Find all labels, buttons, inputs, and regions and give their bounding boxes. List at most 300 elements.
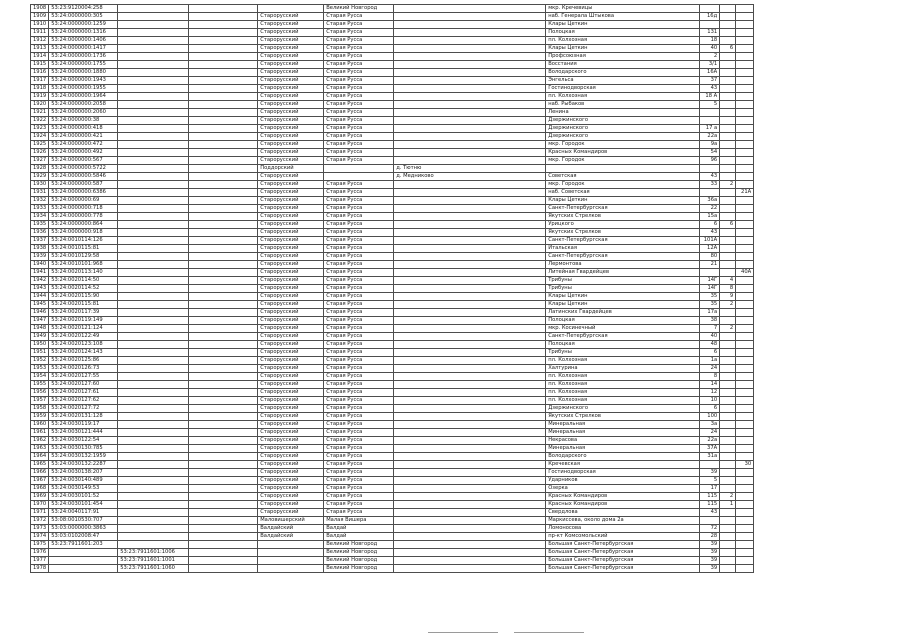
village	[394, 29, 546, 37]
city: Старая Русса	[324, 429, 394, 437]
building-number	[720, 37, 736, 45]
empty-cell	[189, 493, 258, 501]
building-number	[720, 117, 736, 125]
village	[394, 557, 546, 565]
city	[324, 173, 394, 181]
village	[394, 309, 546, 317]
row-number: 1974	[31, 533, 49, 541]
street: Литейная Гвардейцев	[546, 269, 700, 277]
district: Старорусский	[258, 21, 324, 29]
table-row	[31, 117, 754, 125]
house-number: 7	[700, 325, 720, 333]
building-number	[720, 453, 736, 461]
table-row	[31, 21, 754, 29]
village	[394, 293, 546, 301]
city: Старая Русса	[324, 357, 394, 365]
district: Старорусский	[258, 213, 324, 221]
street: пр-кт Комсомольский	[546, 533, 700, 541]
cadastral-number-alt	[118, 269, 189, 277]
district	[258, 565, 324, 573]
building-number	[720, 101, 736, 109]
house-number: 16А	[700, 69, 720, 77]
row-number: 1924	[31, 133, 49, 141]
extra-number	[736, 21, 754, 29]
house-number: 40	[700, 45, 720, 53]
building-number	[720, 565, 736, 573]
table-row	[31, 301, 754, 309]
building-number	[720, 133, 736, 141]
street: пл. Колхозная	[546, 397, 700, 405]
street: наб. Генерала Штыкова	[546, 13, 700, 21]
row-number: 1921	[31, 109, 49, 117]
row-number: 1916	[31, 69, 49, 77]
city: Старая Русса	[324, 277, 394, 285]
district: Старорусский	[258, 69, 324, 77]
table-row	[31, 333, 754, 341]
cadastral-number-alt	[118, 109, 189, 117]
row-number: 1937	[31, 237, 49, 245]
street: Минеральная	[546, 429, 700, 437]
village	[394, 53, 546, 61]
row-number: 1917	[31, 77, 49, 85]
house-number: 6	[700, 349, 720, 357]
cadastral-number-alt	[118, 5, 189, 13]
empty-cell	[189, 517, 258, 525]
extra-number	[736, 405, 754, 413]
row-number: 1976	[31, 549, 49, 557]
building-number: 6	[720, 221, 736, 229]
street: мкр. Городок	[546, 141, 700, 149]
building-number	[720, 525, 736, 533]
building-number	[720, 77, 736, 85]
street: Володарского	[546, 453, 700, 461]
empty-cell	[189, 549, 258, 557]
extra-number	[736, 29, 754, 37]
cadastral-number: 53:24:0030121:444	[49, 429, 118, 437]
house-number: 6	[700, 405, 720, 413]
table-row	[31, 357, 754, 365]
cadastral-number: 53:24:0000000:864	[49, 221, 118, 229]
empty-cell	[189, 485, 258, 493]
cadastral-number: 53:24:0030119:17	[49, 421, 118, 429]
district: Старорусский	[258, 341, 324, 349]
cadastral-number: 53:24:0020127:61	[49, 389, 118, 397]
district: Старорусский	[258, 389, 324, 397]
extra-number	[736, 53, 754, 61]
cadastral-number-alt	[118, 117, 189, 125]
building-number	[720, 21, 736, 29]
building-number	[720, 213, 736, 221]
building-number	[720, 245, 736, 253]
city: Старая Русса	[324, 133, 394, 141]
row-number: 1920	[31, 101, 49, 109]
empty-cell	[189, 477, 258, 485]
empty-cell	[189, 157, 258, 165]
district: Старорусский	[258, 109, 324, 117]
extra-number	[736, 237, 754, 245]
cadastral-number: 53:24:0030138:207	[49, 469, 118, 477]
table-row	[31, 253, 754, 261]
street: Клары Цеткин	[546, 45, 700, 53]
row-number: 1942	[31, 277, 49, 285]
city: Старая Русса	[324, 453, 394, 461]
cadastral-number-alt	[118, 29, 189, 37]
building-number	[720, 333, 736, 341]
table-row	[31, 61, 754, 69]
street: Некрасова	[546, 437, 700, 445]
cadastral-number: 53:24:0020125:86	[49, 357, 118, 365]
table-row	[31, 437, 754, 445]
district: Старорусский	[258, 101, 324, 109]
extra-number	[736, 197, 754, 205]
district: Старорусский	[258, 285, 324, 293]
street: Озерка	[546, 485, 700, 493]
city: Старая Русса	[324, 53, 394, 61]
city: Старая Русса	[324, 197, 394, 205]
village	[394, 85, 546, 93]
empty-cell	[189, 245, 258, 253]
row-number: 1930	[31, 181, 49, 189]
spreadsheet-page	[30, 4, 754, 573]
table-row	[31, 213, 754, 221]
cadastral-number-alt	[118, 365, 189, 373]
building-number	[720, 149, 736, 157]
district: Старорусский	[258, 181, 324, 189]
district: Старорусский	[258, 253, 324, 261]
district: Старорусский	[258, 205, 324, 213]
extra-number	[736, 373, 754, 381]
house-number: 37	[700, 77, 720, 85]
city: Старая Русса	[324, 293, 394, 301]
table-row	[31, 165, 754, 173]
table-row	[31, 221, 754, 229]
empty-cell	[189, 93, 258, 101]
page-edge-mark	[514, 632, 584, 633]
table-row	[31, 405, 754, 413]
cadastral-number-alt	[118, 445, 189, 453]
table-row	[31, 381, 754, 389]
row-number: 1935	[31, 221, 49, 229]
empty-cell	[189, 325, 258, 333]
row-number: 1939	[31, 253, 49, 261]
row-number: 1936	[31, 229, 49, 237]
house-number: 14Г	[700, 277, 720, 285]
district	[258, 549, 324, 557]
empty-cell	[189, 237, 258, 245]
cadastral-number-alt	[118, 381, 189, 389]
cadastral-number-alt	[118, 469, 189, 477]
cadastral-number-alt	[118, 541, 189, 549]
row-number: 1954	[31, 373, 49, 381]
city: Старая Русса	[324, 205, 394, 213]
house-number: 18 А	[700, 93, 720, 101]
district: Старорусский	[258, 405, 324, 413]
table-row	[31, 245, 754, 253]
city: Старая Русса	[324, 269, 394, 277]
district: Старорусский	[258, 453, 324, 461]
cadastral-number-alt	[118, 13, 189, 21]
city: Старая Русса	[324, 21, 394, 29]
village	[394, 341, 546, 349]
building-number	[720, 533, 736, 541]
building-number	[720, 429, 736, 437]
cadastral-number-alt	[118, 421, 189, 429]
village	[394, 461, 546, 469]
street: мкр. Городок	[546, 181, 700, 189]
row-number: 1971	[31, 509, 49, 517]
building-number	[720, 517, 736, 525]
row-number: 1919	[31, 93, 49, 101]
city: Великий Новгород	[324, 549, 394, 557]
city: Старая Русса	[324, 37, 394, 45]
empty-cell	[189, 421, 258, 429]
house-number: 39	[700, 469, 720, 477]
cadastral-number: 53:24:0000000:567	[49, 157, 118, 165]
building-number	[720, 173, 736, 181]
street: Санкт-Петербургская	[546, 205, 700, 213]
city: Старая Русса	[324, 45, 394, 53]
extra-number	[736, 309, 754, 317]
row-number: 1929	[31, 173, 49, 181]
building-number: 1	[720, 501, 736, 509]
cadastral-number: 53:24:0000000:38	[49, 117, 118, 125]
cadastral-number-alt	[118, 429, 189, 437]
row-number: 1966	[31, 469, 49, 477]
empty-cell	[189, 133, 258, 141]
building-number	[720, 229, 736, 237]
city: Старая Русса	[324, 229, 394, 237]
street: Санкт-Петербургская	[546, 333, 700, 341]
empty-cell	[189, 189, 258, 197]
cadastral-number: 53:24:0000000:305	[49, 13, 118, 21]
cadastral-number: 53:24:0000000:1943	[49, 77, 118, 85]
extra-number	[736, 117, 754, 125]
cadastral-number-alt	[118, 341, 189, 349]
cadastral-number-alt	[118, 85, 189, 93]
village	[394, 405, 546, 413]
row-number: 1941	[31, 269, 49, 277]
village	[394, 125, 546, 133]
street: Трибуны	[546, 349, 700, 357]
city: Старая Русса	[324, 237, 394, 245]
street: наб. Рыбаков	[546, 101, 700, 109]
row-number: 1938	[31, 245, 49, 253]
building-number	[720, 85, 736, 93]
house-number: 48	[700, 341, 720, 349]
cadastral-number: 53:24:0000000:421	[49, 133, 118, 141]
district: Старорусский	[258, 45, 324, 53]
street: Минеральная	[546, 445, 700, 453]
street: Лермонтова	[546, 261, 700, 269]
table-row	[31, 525, 754, 533]
table-row	[31, 45, 754, 53]
extra-number	[736, 357, 754, 365]
cadastral-number: 53:24:0020131:128	[49, 413, 118, 421]
street: мкр. Городок	[546, 157, 700, 165]
table-row	[31, 429, 754, 437]
district: Старорусский	[258, 413, 324, 421]
city: Старая Русса	[324, 469, 394, 477]
empty-cell	[189, 365, 258, 373]
village	[394, 133, 546, 141]
building-number	[720, 357, 736, 365]
cadastral-number: 53:24:0000000:1736	[49, 53, 118, 61]
village	[394, 253, 546, 261]
building-number	[720, 413, 736, 421]
city: Старая Русса	[324, 61, 394, 69]
extra-number	[736, 205, 754, 213]
village	[394, 453, 546, 461]
city	[324, 165, 394, 173]
row-number: 1960	[31, 421, 49, 429]
extra-number	[736, 453, 754, 461]
street: Трибуны	[546, 277, 700, 285]
building-number	[720, 317, 736, 325]
cadastral-number-alt	[118, 101, 189, 109]
house-number	[700, 165, 720, 173]
village	[394, 181, 546, 189]
district: Старорусский	[258, 349, 324, 357]
empty-cell	[189, 405, 258, 413]
cadastral-number-alt	[118, 45, 189, 53]
village	[394, 493, 546, 501]
row-number: 1953	[31, 365, 49, 373]
empty-cell	[189, 13, 258, 21]
empty-cell	[189, 373, 258, 381]
empty-cell	[189, 429, 258, 437]
cadastral-number-alt	[118, 125, 189, 133]
cadastral-number: 53:24:0020114:50	[49, 277, 118, 285]
street: Минеральная	[546, 421, 700, 429]
street: Советская	[546, 173, 700, 181]
extra-number	[736, 485, 754, 493]
house-number: 35	[700, 293, 720, 301]
district: Старорусский	[258, 501, 324, 509]
house-number: 43	[700, 509, 720, 517]
row-number: 1945	[31, 301, 49, 309]
street: пл. Колхозная	[546, 93, 700, 101]
row-number: 1908	[31, 5, 49, 13]
extra-number	[736, 533, 754, 541]
extra-number	[736, 277, 754, 285]
extra-number	[736, 77, 754, 85]
city: Великий Новгород	[324, 541, 394, 549]
extra-number	[736, 333, 754, 341]
table-row	[31, 181, 754, 189]
city: Старая Русса	[324, 365, 394, 373]
cadastral-number: 53:24:0020114:52	[49, 285, 118, 293]
district: Старорусский	[258, 333, 324, 341]
building-number: 2	[720, 301, 736, 309]
extra-number	[736, 165, 754, 173]
house-number	[700, 269, 720, 277]
city: Старая Русса	[324, 29, 394, 37]
cadastral-number: 53:24:0020115:90	[49, 293, 118, 301]
street: Большая Санкт-Петербургская	[546, 541, 700, 549]
cadastral-number: 53:24:0020126:73	[49, 365, 118, 373]
house-number: 24	[700, 429, 720, 437]
village	[394, 525, 546, 533]
row-number: 1909	[31, 13, 49, 21]
cadastral-number-alt	[118, 229, 189, 237]
table-row	[31, 365, 754, 373]
city: Валдай	[324, 533, 394, 541]
district: Старорусский	[258, 381, 324, 389]
street: Якутских Стрелков	[546, 413, 700, 421]
building-number: 8	[720, 285, 736, 293]
cadastral-number: 53:24:0000000:1755	[49, 61, 118, 69]
extra-number	[736, 229, 754, 237]
row-number: 1932	[31, 197, 49, 205]
table-row	[31, 341, 754, 349]
cadastral-number: 53:03:0000000:3863	[49, 525, 118, 533]
cadastral-number: 53:24:0000000:1955	[49, 85, 118, 93]
district: Старорусский	[258, 85, 324, 93]
village	[394, 437, 546, 445]
district: Старорусский	[258, 261, 324, 269]
empty-cell	[189, 453, 258, 461]
row-number: 1950	[31, 341, 49, 349]
building-number	[720, 53, 736, 61]
district: Старорусский	[258, 421, 324, 429]
village	[394, 517, 546, 525]
cadastral-number-alt	[118, 197, 189, 205]
village	[394, 445, 546, 453]
row-number: 1933	[31, 205, 49, 213]
cadastral-number: 53:24:0000000:587	[49, 181, 118, 189]
extra-number	[736, 261, 754, 269]
city: Старая Русса	[324, 253, 394, 261]
extra-number	[736, 157, 754, 165]
cadastral-number-alt	[118, 165, 189, 173]
cadastral-number: 53:24:0010129:58	[49, 253, 118, 261]
street: Полоцкая	[546, 341, 700, 349]
extra-number	[736, 421, 754, 429]
cadastral-number-alt	[118, 461, 189, 469]
empty-cell	[189, 269, 258, 277]
house-number: 31а	[700, 453, 720, 461]
table-row	[31, 285, 754, 293]
district: Старорусский	[258, 357, 324, 365]
extra-number	[736, 285, 754, 293]
empty-cell	[189, 437, 258, 445]
city: Старая Русса	[324, 301, 394, 309]
building-number	[720, 189, 736, 197]
house-number: 28	[700, 533, 720, 541]
house-number: 38	[700, 317, 720, 325]
empty-cell	[189, 525, 258, 533]
row-number: 1956	[31, 389, 49, 397]
cadastral-number-alt	[118, 293, 189, 301]
cadastral-number-alt	[118, 61, 189, 69]
street: Большая Санкт-Петербургская	[546, 557, 700, 565]
table-row	[31, 277, 754, 285]
building-number	[720, 205, 736, 213]
empty-cell	[189, 173, 258, 181]
table-row	[31, 541, 754, 549]
cadastral-number: 53:24:0000000:5722	[49, 165, 118, 173]
cadastral-number: 53:24:0020122:49	[49, 333, 118, 341]
city: Старая Русса	[324, 485, 394, 493]
village	[394, 509, 546, 517]
row-number: 1962	[31, 437, 49, 445]
village	[394, 141, 546, 149]
street: Большая Санкт-Петербургская	[546, 565, 700, 573]
house-number: 5	[700, 477, 720, 485]
cadastral-number: 53:24:0020117:39	[49, 309, 118, 317]
village: д. Тютню	[394, 165, 546, 173]
table-row	[31, 509, 754, 517]
